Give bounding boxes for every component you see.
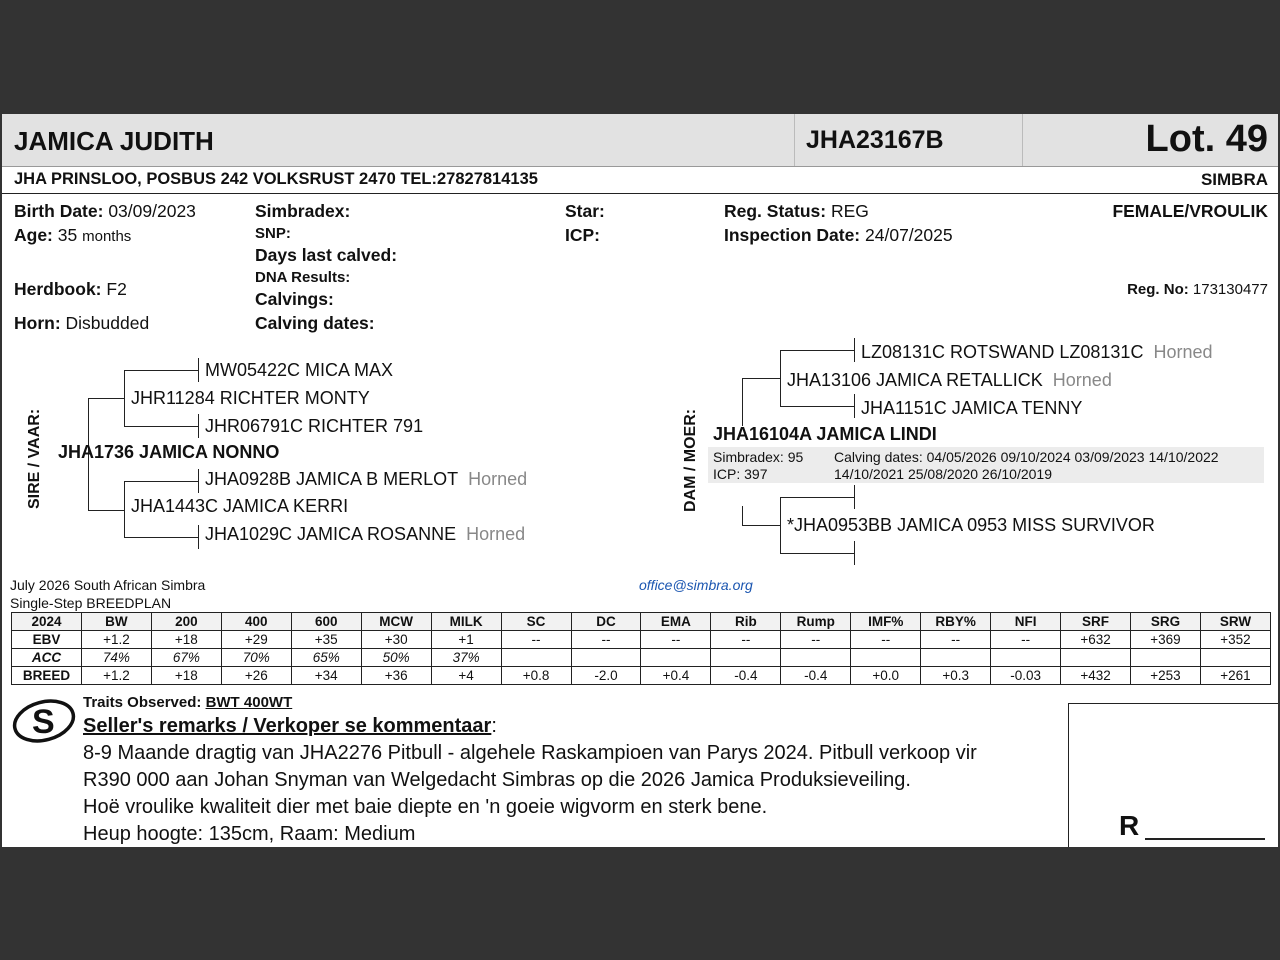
ebv-cell: +632 (1061, 631, 1131, 649)
dam-sire: JHA13106 JAMICA RETALLICK Horned (787, 370, 1112, 390)
dam-simbradex: Simbradex: 95 (713, 449, 804, 465)
icp-label: ICP: (565, 225, 600, 245)
dam-icp: ICP: 397 (713, 466, 768, 482)
animal-name: JAMICA JUDITH (14, 126, 214, 156)
ebv-cell: +352 (1200, 631, 1270, 649)
acc-cell (851, 649, 921, 667)
columns-cell: 400 (221, 613, 291, 631)
sire-name: JHA1736 JAMICA NONNO (58, 442, 280, 462)
price-line (1145, 838, 1265, 840)
breed-name: SIMBRA (1200, 170, 1268, 189)
reg-number: Reg. No: 173130477 (1127, 281, 1268, 298)
price-currency: R (1119, 810, 1140, 841)
acc-cell (781, 649, 851, 667)
inspection-date: Inspection Date: 24/07/2025 (724, 225, 953, 245)
dam-dam: *JHA0953BB JAMICA 0953 MISS SURVIVOR (787, 515, 1155, 535)
breed-cell: BREED (12, 667, 82, 685)
columns-cell: Rump (781, 613, 851, 631)
acc-cell (571, 649, 641, 667)
traits-observed: Traits Observed: BWT 400WT (83, 694, 293, 711)
ebv-cell: -- (641, 631, 711, 649)
acc-cell: ACC (12, 649, 82, 667)
calvings-label: Calvings: (255, 289, 334, 309)
columns-cell: IMF% (851, 613, 921, 631)
acc-cell: 37% (431, 649, 501, 667)
svg-text:S: S (32, 703, 55, 741)
sire-sire: JHR11284 RICHTER MONTY (131, 388, 370, 408)
breed-cell: -0.4 (711, 667, 781, 685)
ebv-cell: -- (711, 631, 781, 649)
columns-cell: RBY% (921, 613, 991, 631)
remarks-line-2: R390 000 aan Johan Snyman van Welgedacht Simbras op die 2026 Jamica Produksieveiling. (83, 769, 911, 791)
columns-cell: EMA (641, 613, 711, 631)
lot-card (2, 114, 1278, 847)
sire-sire-dam: JHR06791C RICHTER 791 (205, 416, 424, 436)
herdbook: Herdbook: F2 (14, 279, 127, 299)
columns-cell: NFI (991, 613, 1061, 631)
remarks-line-4: Heup hoogte: 135cm, Raam: Medium (83, 823, 416, 845)
simbradex-label: Simbradex: (255, 201, 351, 221)
breed-cell: +18 (151, 667, 221, 685)
columns-cell: BW (81, 613, 151, 631)
ebv-cell: +369 (1131, 631, 1201, 649)
dam-calving-dates-cont: 14/10/2021 25/08/2020 26/10/2019 (834, 466, 1052, 482)
columns-cell: 200 (151, 613, 221, 631)
ebv-header-row (12, 613, 1271, 631)
acc-cell: 65% (291, 649, 361, 667)
simbra-logo-icon (11, 697, 77, 743)
dam-side-label: DAM / MOER: (682, 408, 699, 512)
ebv-cell: -- (501, 631, 571, 649)
acc-cell (641, 649, 711, 667)
columns-cell: Rib (711, 613, 781, 631)
breed-cell: +36 (361, 667, 431, 685)
breed-cell: +0.4 (641, 667, 711, 685)
dam-calving-dates: Calving dates: 04/05/2026 09/10/2024 03/09/2023 14/10/2022 (834, 449, 1219, 465)
sex: FEMALE/VROULIK (1112, 201, 1268, 221)
reg-status: Reg. Status: REG (724, 201, 869, 221)
ebv-row (12, 631, 1271, 649)
columns-cell: SRG (1131, 613, 1201, 631)
owner-bar (2, 167, 1278, 194)
remarks-heading: Seller's remarks / Verkoper se kommentaar: (83, 715, 497, 737)
accuracy-row (12, 649, 1271, 667)
registration-id: JHA23167B (806, 126, 944, 154)
owner-info: JHA PRINSLOO, POSBUS 242 VOLKSRUST 2470 TEL:27827814135 (14, 170, 538, 188)
horn-status: Horn: Disbudded (14, 313, 150, 333)
ebv-cell: +30 (361, 631, 431, 649)
breed-cell: -0.4 (781, 667, 851, 685)
dam-sire-dam: JHA1151C JAMICA TENNY (861, 398, 1083, 418)
age: Age: 35 months (14, 225, 132, 245)
acc-cell: 50% (361, 649, 431, 667)
dam-sire-sire: LZ08131C ROTSWAND LZ08131C Horned (861, 342, 1213, 362)
ebv-cell: EBV (12, 631, 82, 649)
breed-cell: +432 (1061, 667, 1131, 685)
columns-cell: SRF (1061, 613, 1131, 631)
breed-cell: +0.0 (851, 667, 921, 685)
columns-cell: 2024 (12, 613, 82, 631)
acc-cell: 67% (151, 649, 221, 667)
acc-cell: 70% (221, 649, 291, 667)
breed-cell: +4 (431, 667, 501, 685)
ebv-cell: +29 (221, 631, 291, 649)
snp-label: SNP: (255, 225, 291, 242)
columns-cell: SRW (1200, 613, 1270, 631)
ebv-cell: +1.2 (81, 631, 151, 649)
breed-cell: -0.03 (991, 667, 1061, 685)
remarks-line-3: Hoë vroulike kwaliteit dier met baie diepte en 'n goeie wigvorm en sterk bene. (83, 796, 768, 818)
ebv-cell: -- (921, 631, 991, 649)
sire-dam-dam: JHA1029C JAMICA ROSANNE Horned (205, 524, 526, 544)
birth-date: Birth Date: 03/09/2023 (14, 201, 196, 221)
columns-cell: DC (571, 613, 641, 631)
acc-cell: 74% (81, 649, 151, 667)
sire-dam-sire: JHA0928B JAMICA B MERLOT Horned (205, 469, 528, 489)
breed-cell: +34 (291, 667, 361, 685)
breed-cell: +253 (1131, 667, 1201, 685)
sire-sire-sire: MW05422C MICA MAX (205, 360, 394, 380)
remarks-line-1: 8-9 Maande dragtig van JHA2276 Pitbull - algehele Raskampioen van Parys 2024. Pitbull verkoop vir (83, 742, 977, 764)
ebv-cell: -- (851, 631, 921, 649)
breedplan-title: July 2026 South African Simbra (10, 577, 206, 593)
ebv-cell: -- (571, 631, 641, 649)
ebv-cell: -- (991, 631, 1061, 649)
breedplan-subtitle: Single-Step BREEDPLAN (10, 595, 172, 611)
ebv-cell: -- (781, 631, 851, 649)
ebv-cell: +18 (151, 631, 221, 649)
breed-row (12, 667, 1271, 685)
columns-cell: MILK (431, 613, 501, 631)
acc-cell (1131, 649, 1201, 667)
star-label: Star: (565, 201, 605, 221)
acc-cell (1061, 649, 1131, 667)
columns-cell: MCW (361, 613, 431, 631)
breed-cell: +1.2 (81, 667, 151, 685)
dam-name: JHA16104A JAMICA LINDI (713, 424, 937, 444)
calving-dates-label: Calving dates: (255, 313, 375, 333)
acc-cell (501, 649, 571, 667)
lot-number: Lot. 49 (1145, 118, 1268, 160)
email-link[interactable]: office@simbra.org (639, 577, 753, 593)
breed-cell: +26 (221, 667, 291, 685)
columns-cell: SC (501, 613, 571, 631)
acc-cell (711, 649, 781, 667)
breed-cell: +0.3 (921, 667, 991, 685)
acc-cell (921, 649, 991, 667)
sire-dam: JHA1443C JAMICA KERRI (131, 496, 349, 516)
price-box[interactable] (1068, 703, 1278, 847)
ebv-cell: +1 (431, 631, 501, 649)
days-last-calved-label: Days last calved: (255, 245, 398, 265)
ebv-cell: +35 (291, 631, 361, 649)
dna-results-label: DNA Results: (255, 269, 351, 286)
acc-cell (991, 649, 1061, 667)
breed-cell: -2.0 (571, 667, 641, 685)
sire-side-label: SIRE / VAAR: (26, 408, 43, 509)
breed-cell: +261 (1200, 667, 1270, 685)
breed-cell: +0.8 (501, 667, 571, 685)
acc-cell (1200, 649, 1270, 667)
columns-cell: 600 (291, 613, 361, 631)
card-header (2, 114, 1278, 167)
ebv-table (11, 612, 1271, 685)
